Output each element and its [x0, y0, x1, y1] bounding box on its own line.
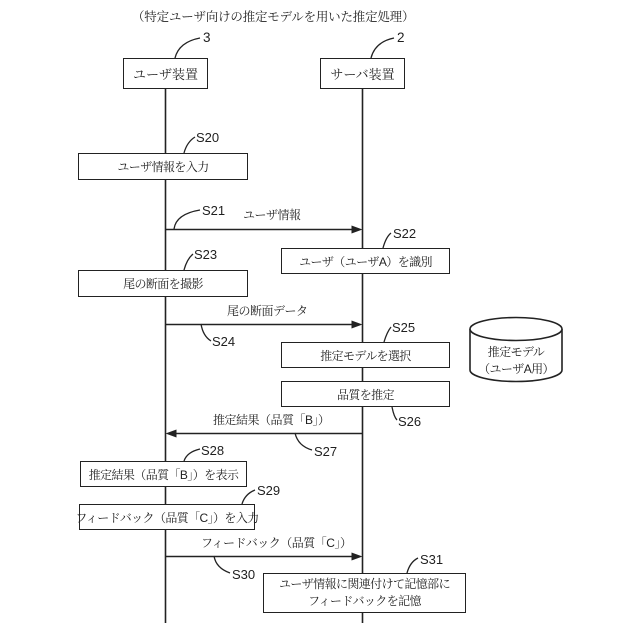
step-label-s24: S24	[212, 334, 236, 349]
leader-s30	[214, 556, 230, 573]
process-box-s23: 尾の断面を撮影	[78, 270, 248, 297]
ref-number-server-device: 2	[397, 30, 405, 45]
message-label-s24: 尾の断面データ	[227, 304, 308, 318]
process-box-s29: フィードバック（品質「C」）を入力	[79, 504, 255, 530]
actor-box-user-device: ユーザ装置	[123, 58, 208, 89]
leader-s27	[295, 433, 312, 450]
step-label-s31: S31	[420, 552, 444, 567]
diagram-title: （特定ユーザ向けの推定モデルを用いた推定処理）	[132, 10, 415, 24]
leader-s20	[184, 137, 195, 153]
leader-s21	[174, 210, 200, 229]
leader-s29	[242, 490, 255, 504]
step-label-s26: S26	[398, 414, 422, 429]
process-box-s28: 推定結果（品質「B」）を表示	[80, 461, 247, 487]
arrowhead-s30	[352, 553, 363, 561]
step-label-s27: S27	[314, 444, 338, 459]
process-box-s31	[263, 573, 466, 613]
step-label-s29: S29	[257, 483, 281, 498]
process-box-s22: ユーザ（ユーザA）を識別	[281, 248, 450, 274]
arrowhead-s21	[352, 226, 363, 234]
leader-ref-2	[371, 38, 394, 58]
process-box-s20: ユーザ情報を入力	[78, 153, 248, 180]
leader-ref-3	[175, 38, 200, 58]
leader-s26	[392, 407, 397, 420]
leader-s28	[184, 449, 200, 461]
leader-s24	[201, 324, 211, 341]
process-box-s31-line1: ユーザ情報に関連付けて記憶部に	[278, 577, 450, 591]
step-label-s28: S28	[201, 443, 225, 458]
datastore-label-line2: （ユーザA用）	[478, 362, 554, 376]
step-label-s23: S23	[194, 247, 218, 262]
leader-s22	[383, 233, 391, 248]
arrowhead-s27	[166, 430, 177, 438]
ref-number-user-device: 3	[203, 30, 211, 45]
arrowhead-s24	[352, 321, 363, 329]
datastore-label-line1: 推定モデル	[487, 345, 545, 359]
step-label-s22: S22	[393, 226, 417, 241]
leader-s31	[407, 558, 418, 573]
message-label-s30: フィードバック（品質「C」）	[201, 536, 352, 550]
leader-s23	[184, 254, 193, 270]
message-label-s21: ユーザ情報	[243, 208, 301, 222]
process-box-s25: 推定モデルを選択	[281, 342, 450, 368]
datastore-cylinder-top	[470, 318, 562, 341]
process-box-s31-line2: フィードバックを記憶	[308, 594, 421, 608]
step-label-s30: S30	[232, 567, 256, 582]
leader-s25	[384, 327, 391, 342]
actor-box-server-device: サーバ装置	[320, 58, 405, 89]
step-label-s25: S25	[392, 320, 416, 335]
process-box-s26: 品質を推定	[281, 381, 450, 407]
message-label-s27: 推定結果（品質「B」）	[213, 413, 330, 427]
step-label-s20: S20	[196, 130, 220, 145]
step-label-s21: S21	[202, 203, 226, 218]
